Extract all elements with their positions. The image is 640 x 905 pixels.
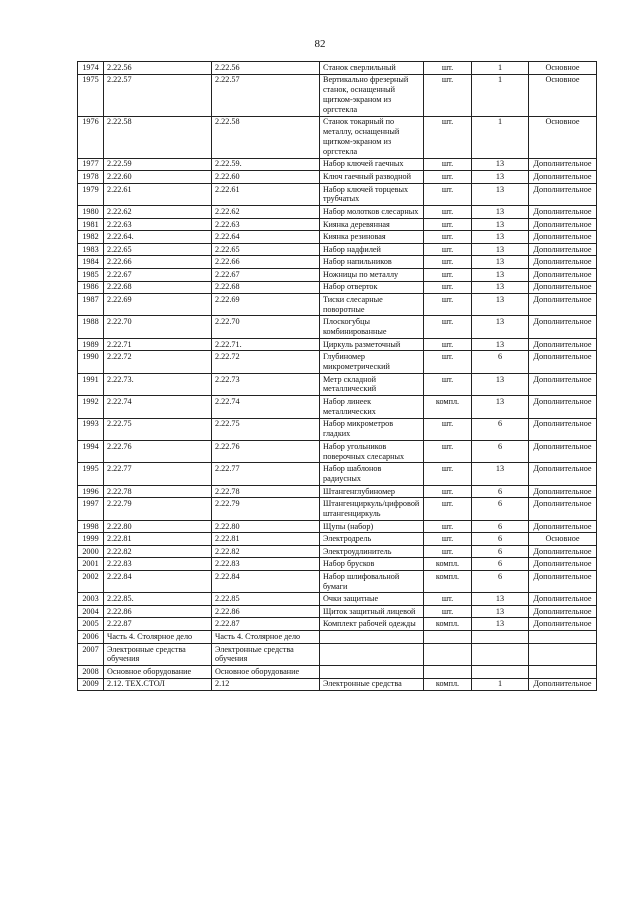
cell-quantity: 13 xyxy=(472,463,529,485)
cell-row-number: 1993 xyxy=(78,418,104,440)
cell-item-code: 2.22.79 xyxy=(104,498,212,520)
cell-quantity: 6 xyxy=(472,498,529,520)
cell-row-number: 2005 xyxy=(78,618,104,631)
cell-item-code: 2.22.77 xyxy=(104,463,212,485)
cell-item-code: 2.22.83 xyxy=(104,558,212,571)
cell-unit: компл. xyxy=(424,570,472,592)
cell-unit: шт. xyxy=(424,218,472,231)
table-row xyxy=(78,545,597,558)
cell-equipment-type: Дополнительное xyxy=(529,158,597,171)
cell-item-name: Набор брусков xyxy=(320,558,424,571)
cell-row-number: 1977 xyxy=(78,158,104,171)
table-row xyxy=(78,231,597,244)
cell-equipment-type: Дополнительное xyxy=(529,485,597,498)
equipment-table xyxy=(77,61,597,691)
cell-row-number: 2003 xyxy=(78,593,104,606)
cell-equipment-type: Основное xyxy=(529,116,597,158)
table-row xyxy=(78,533,597,546)
cell-item-code: 2.22.74 xyxy=(104,396,212,418)
cell-row-number: 1985 xyxy=(78,268,104,281)
cell-row-number: 1983 xyxy=(78,243,104,256)
cell-quantity: 6 xyxy=(472,418,529,440)
cell-unit: шт. xyxy=(424,351,472,373)
cell-item-code: 2.22.61 xyxy=(104,183,212,205)
cell-row-number: 1989 xyxy=(78,338,104,351)
cell-equipment-type: Дополнительное xyxy=(529,243,597,256)
cell-unit: шт. xyxy=(424,206,472,219)
cell-item-code: 2.22.57 xyxy=(104,74,212,116)
cell-item-name: Циркуль разметочный xyxy=(320,338,424,351)
cell-equipment-type: Дополнительное xyxy=(529,618,597,631)
table-row xyxy=(78,520,597,533)
table-row xyxy=(78,631,597,644)
cell-item-code: 2.22.63 xyxy=(104,218,212,231)
cell-reference-code: 2.22.73 xyxy=(212,373,320,395)
cell-item-code: 2.22.67 xyxy=(104,268,212,281)
cell-reference-code: Основное оборудование xyxy=(212,666,320,679)
cell-quantity: 13 xyxy=(472,396,529,418)
cell-item-name: Набор молотков слесарных xyxy=(320,206,424,219)
table-row xyxy=(78,256,597,269)
cell-equipment-type: Дополнительное xyxy=(529,418,597,440)
cell-reference-code: 2.22.60 xyxy=(212,171,320,184)
cell-equipment-type: Дополнительное xyxy=(529,570,597,592)
cell-item-name: Набор отверток xyxy=(320,281,424,294)
table-row xyxy=(78,351,597,373)
cell-quantity: 1 xyxy=(472,116,529,158)
table-row xyxy=(78,338,597,351)
cell-row-number: 2002 xyxy=(78,570,104,592)
table-row xyxy=(78,440,597,462)
cell-quantity: 13 xyxy=(472,316,529,338)
cell-item-name: Киянка резиновая xyxy=(320,231,424,244)
cell-quantity: 6 xyxy=(472,570,529,592)
cell-row-number: 2001 xyxy=(78,558,104,571)
cell-item-name: Набор шлифовальной бумаги xyxy=(320,570,424,592)
cell-quantity: 13 xyxy=(472,218,529,231)
cell-row-number: 1994 xyxy=(78,440,104,462)
cell-row-number: 1982 xyxy=(78,231,104,244)
cell-row-number: 1987 xyxy=(78,294,104,316)
cell-reference-code: 2.22.65 xyxy=(212,243,320,256)
cell-reference-code: 2.22.78 xyxy=(212,485,320,498)
cell-quantity: 13 xyxy=(472,268,529,281)
cell-equipment-type: Дополнительное xyxy=(529,351,597,373)
cell-equipment-type xyxy=(529,631,597,644)
cell-equipment-type xyxy=(529,666,597,679)
cell-reference-code: 2.22.86 xyxy=(212,605,320,618)
cell-unit: шт. xyxy=(424,533,472,546)
cell-unit: шт. xyxy=(424,373,472,395)
cell-unit: шт. xyxy=(424,338,472,351)
cell-item-code: 2.22.70 xyxy=(104,316,212,338)
cell-equipment-type: Дополнительное xyxy=(529,558,597,571)
table-row xyxy=(78,316,597,338)
cell-row-number: 2004 xyxy=(78,605,104,618)
cell-unit: шт. xyxy=(424,463,472,485)
cell-item-name: Набор ключей гаечных xyxy=(320,158,424,171)
cell-unit: шт. xyxy=(424,281,472,294)
cell-item-name xyxy=(320,643,424,665)
cell-row-number: 2009 xyxy=(78,678,104,691)
cell-item-code: 2.12. ТЕХ.СТОЛ xyxy=(104,678,212,691)
cell-unit xyxy=(424,643,472,665)
table-row xyxy=(78,643,597,665)
table-row xyxy=(78,183,597,205)
cell-reference-code: 2.22.76 xyxy=(212,440,320,462)
cell-reference-code: 2.22.64 xyxy=(212,231,320,244)
cell-row-number: 1979 xyxy=(78,183,104,205)
cell-row-number: 1991 xyxy=(78,373,104,395)
cell-item-name: Набор напильников xyxy=(320,256,424,269)
cell-equipment-type: Дополнительное xyxy=(529,206,597,219)
cell-item-code: 2.22.82 xyxy=(104,545,212,558)
cell-quantity: 13 xyxy=(472,294,529,316)
cell-item-code: 2.22.60 xyxy=(104,171,212,184)
cell-quantity: 13 xyxy=(472,206,529,219)
cell-reference-code: 2.22.68 xyxy=(212,281,320,294)
cell-reference-code: 2.22.70 xyxy=(212,316,320,338)
cell-unit: шт. xyxy=(424,545,472,558)
cell-item-name: Станок токарный по металлу, оснащенный щитком-экраном из оргстекла xyxy=(320,116,424,158)
cell-equipment-type: Дополнительное xyxy=(529,338,597,351)
cell-reference-code: 2.22.69 xyxy=(212,294,320,316)
cell-quantity: 13 xyxy=(472,183,529,205)
cell-item-name: Очки защитные xyxy=(320,593,424,606)
cell-item-code: 2.22.75 xyxy=(104,418,212,440)
cell-row-number: 1975 xyxy=(78,74,104,116)
page-number: 82 xyxy=(314,38,326,50)
cell-item-name: Набор микрометров гладких xyxy=(320,418,424,440)
cell-quantity: 13 xyxy=(472,171,529,184)
cell-reference-code: 2.22.71. xyxy=(212,338,320,351)
cell-item-code: 2.22.78 xyxy=(104,485,212,498)
cell-quantity: 1 xyxy=(472,62,529,75)
cell-unit: шт. xyxy=(424,418,472,440)
cell-quantity xyxy=(472,643,529,665)
table-row xyxy=(78,593,597,606)
cell-unit: шт. xyxy=(424,231,472,244)
cell-item-code: 2.22.64. xyxy=(104,231,212,244)
cell-reference-code: 2.22.82 xyxy=(212,545,320,558)
cell-quantity xyxy=(472,631,529,644)
cell-unit: шт. xyxy=(424,171,472,184)
cell-reference-code: 2.22.67 xyxy=(212,268,320,281)
cell-row-number: 1981 xyxy=(78,218,104,231)
table-row xyxy=(78,558,597,571)
cell-item-name: Плоскогубцы комбинированные xyxy=(320,316,424,338)
cell-item-code: 2.22.66 xyxy=(104,256,212,269)
cell-equipment-type: Дополнительное xyxy=(529,605,597,618)
cell-row-number: 2000 xyxy=(78,545,104,558)
cell-item-name: Электродрель xyxy=(320,533,424,546)
cell-quantity: 6 xyxy=(472,485,529,498)
cell-item-name: Станок сверлильный xyxy=(320,62,424,75)
cell-reference-code: 2.22.80 xyxy=(212,520,320,533)
cell-unit: шт. xyxy=(424,256,472,269)
table-row xyxy=(78,206,597,219)
table-row xyxy=(78,158,597,171)
cell-row-number: 1998 xyxy=(78,520,104,533)
cell-item-code: 2.22.81 xyxy=(104,533,212,546)
cell-item-name: Штангенглубиномер xyxy=(320,485,424,498)
cell-reference-code: 2.22.79 xyxy=(212,498,320,520)
cell-row-number: 1990 xyxy=(78,351,104,373)
cell-quantity: 6 xyxy=(472,558,529,571)
table-row xyxy=(78,463,597,485)
cell-reference-code: 2.22.63 xyxy=(212,218,320,231)
cell-item-name: Киянка деревянная xyxy=(320,218,424,231)
cell-item-code: 2.22.80 xyxy=(104,520,212,533)
cell-reference-code: 2.22.57 xyxy=(212,74,320,116)
cell-item-name: Ножницы по металлу xyxy=(320,268,424,281)
table-row xyxy=(78,171,597,184)
cell-unit: шт. xyxy=(424,158,472,171)
cell-item-code: 2.22.58 xyxy=(104,116,212,158)
cell-reference-code: 2.22.83 xyxy=(212,558,320,571)
cell-item-code: 2.22.87 xyxy=(104,618,212,631)
cell-equipment-type: Дополнительное xyxy=(529,678,597,691)
cell-item-name: Комплект рабочей одежды xyxy=(320,618,424,631)
cell-item-name: Глубиномер микрометрический xyxy=(320,351,424,373)
cell-unit: шт. xyxy=(424,520,472,533)
cell-equipment-type: Дополнительное xyxy=(529,440,597,462)
cell-item-name: Набор линеек металлических xyxy=(320,396,424,418)
table-row xyxy=(78,498,597,520)
cell-reference-code: 2.22.77 xyxy=(212,463,320,485)
cell-row-number: 1995 xyxy=(78,463,104,485)
cell-item-code: 2.22.72 xyxy=(104,351,212,373)
cell-row-number: 1974 xyxy=(78,62,104,75)
cell-item-code: Часть 4. Столярное дело xyxy=(104,631,212,644)
cell-quantity: 6 xyxy=(472,545,529,558)
table-row xyxy=(78,373,597,395)
cell-quantity: 13 xyxy=(472,593,529,606)
cell-equipment-type: Дополнительное xyxy=(529,593,597,606)
cell-reference-code: Электронные средства обучения xyxy=(212,643,320,665)
cell-item-name: Ключ гаечный разводной xyxy=(320,171,424,184)
cell-row-number: 1999 xyxy=(78,533,104,546)
cell-quantity: 13 xyxy=(472,281,529,294)
cell-quantity: 13 xyxy=(472,618,529,631)
cell-item-name: Вертикально фрезерный станок, оснащенный щитком-экраном из оргстекла xyxy=(320,74,424,116)
cell-equipment-type: Дополнительное xyxy=(529,373,597,395)
cell-unit xyxy=(424,631,472,644)
cell-item-code: Основное оборудование xyxy=(104,666,212,679)
cell-reference-code: 2.22.74 xyxy=(212,396,320,418)
cell-reference-code: 2.22.56 xyxy=(212,62,320,75)
table-row xyxy=(78,678,597,691)
cell-row-number: 1978 xyxy=(78,171,104,184)
cell-item-name: Набор угольников поверочных слесарных xyxy=(320,440,424,462)
cell-equipment-type xyxy=(529,643,597,665)
table-row xyxy=(78,605,597,618)
table-row xyxy=(78,294,597,316)
cell-reference-code: 2.22.72 xyxy=(212,351,320,373)
cell-reference-code: Часть 4. Столярное дело xyxy=(212,631,320,644)
cell-quantity: 13 xyxy=(472,605,529,618)
cell-equipment-type: Дополнительное xyxy=(529,231,597,244)
cell-item-code: 2.22.85. xyxy=(104,593,212,606)
cell-reference-code: 2.22.81 xyxy=(212,533,320,546)
cell-row-number: 2007 xyxy=(78,643,104,665)
cell-unit: компл. xyxy=(424,396,472,418)
cell-reference-code: 2.22.58 xyxy=(212,116,320,158)
cell-reference-code: 2.22.87 xyxy=(212,618,320,631)
cell-equipment-type: Дополнительное xyxy=(529,520,597,533)
cell-item-name: Метр складной металлический xyxy=(320,373,424,395)
cell-equipment-type: Основное xyxy=(529,533,597,546)
cell-unit: шт. xyxy=(424,440,472,462)
cell-item-code: 2.22.59 xyxy=(104,158,212,171)
cell-item-name: Набор ключей торцевых трубчатых xyxy=(320,183,424,205)
table-row xyxy=(78,570,597,592)
cell-quantity xyxy=(472,666,529,679)
cell-equipment-type: Дополнительное xyxy=(529,171,597,184)
cell-equipment-type: Дополнительное xyxy=(529,218,597,231)
cell-item-code: 2.22.68 xyxy=(104,281,212,294)
cell-item-name xyxy=(320,631,424,644)
cell-row-number: 1984 xyxy=(78,256,104,269)
cell-equipment-type: Дополнительное xyxy=(529,183,597,205)
table-body xyxy=(78,62,597,691)
table-row xyxy=(78,281,597,294)
cell-unit: шт. xyxy=(424,268,472,281)
cell-quantity: 6 xyxy=(472,351,529,373)
table-row xyxy=(78,62,597,75)
cell-row-number: 1976 xyxy=(78,116,104,158)
table-row xyxy=(78,618,597,631)
cell-equipment-type: Дополнительное xyxy=(529,545,597,558)
cell-equipment-type: Дополнительное xyxy=(529,316,597,338)
cell-item-code: 2.22.84 xyxy=(104,570,212,592)
cell-quantity: 13 xyxy=(472,256,529,269)
cell-item-name: Электронные средства xyxy=(320,678,424,691)
cell-reference-code: 2.22.59. xyxy=(212,158,320,171)
cell-reference-code: 2.22.84 xyxy=(212,570,320,592)
cell-equipment-type: Основное xyxy=(529,62,597,75)
cell-reference-code: 2.22.85 xyxy=(212,593,320,606)
cell-unit xyxy=(424,666,472,679)
table-row xyxy=(78,485,597,498)
cell-reference-code: 2.22.62 xyxy=(212,206,320,219)
cell-quantity: 13 xyxy=(472,158,529,171)
cell-quantity: 6 xyxy=(472,440,529,462)
cell-unit: компл. xyxy=(424,678,472,691)
cell-quantity: 6 xyxy=(472,520,529,533)
cell-equipment-type: Дополнительное xyxy=(529,463,597,485)
cell-unit: шт. xyxy=(424,243,472,256)
cell-item-code: 2.22.56 xyxy=(104,62,212,75)
cell-item-name xyxy=(320,666,424,679)
cell-row-number: 1996 xyxy=(78,485,104,498)
cell-unit: шт. xyxy=(424,605,472,618)
cell-item-name: Набор шаблонов радиусных xyxy=(320,463,424,485)
table-row xyxy=(78,74,597,116)
cell-unit: шт. xyxy=(424,593,472,606)
cell-quantity: 1 xyxy=(472,74,529,116)
cell-reference-code: 2.22.75 xyxy=(212,418,320,440)
cell-unit: шт. xyxy=(424,316,472,338)
cell-unit: компл. xyxy=(424,618,472,631)
cell-row-number: 2008 xyxy=(78,666,104,679)
cell-unit: шт. xyxy=(424,498,472,520)
cell-equipment-type: Дополнительное xyxy=(529,396,597,418)
cell-item-code: 2.22.69 xyxy=(104,294,212,316)
cell-equipment-type: Дополнительное xyxy=(529,268,597,281)
cell-unit: шт. xyxy=(424,116,472,158)
cell-row-number: 1986 xyxy=(78,281,104,294)
cell-row-number: 1992 xyxy=(78,396,104,418)
cell-row-number: 2006 xyxy=(78,631,104,644)
cell-item-name: Штангенциркуль/цифровой штангенциркуль xyxy=(320,498,424,520)
cell-item-code: 2.22.65 xyxy=(104,243,212,256)
cell-item-code: 2.22.62 xyxy=(104,206,212,219)
cell-quantity: 1 xyxy=(472,678,529,691)
table-row xyxy=(78,243,597,256)
cell-equipment-type: Дополнительное xyxy=(529,281,597,294)
cell-reference-code: 2.22.66 xyxy=(212,256,320,269)
cell-quantity: 13 xyxy=(472,338,529,351)
cell-item-code: Электронные средства обучения xyxy=(104,643,212,665)
table-row xyxy=(78,218,597,231)
cell-unit: компл. xyxy=(424,558,472,571)
cell-item-name: Щупы (набор) xyxy=(320,520,424,533)
cell-unit: шт. xyxy=(424,485,472,498)
cell-item-name: Набор надфилей xyxy=(320,243,424,256)
cell-item-code: 2.22.76 xyxy=(104,440,212,462)
table-row xyxy=(78,268,597,281)
cell-reference-code: 2.22.61 xyxy=(212,183,320,205)
cell-quantity: 13 xyxy=(472,243,529,256)
cell-item-name: Щиток защитный лицевой xyxy=(320,605,424,618)
cell-item-code: 2.22.86 xyxy=(104,605,212,618)
cell-row-number: 1980 xyxy=(78,206,104,219)
cell-equipment-type: Основное xyxy=(529,74,597,116)
cell-equipment-type: Дополнительное xyxy=(529,256,597,269)
cell-reference-code: 2.12 xyxy=(212,678,320,691)
cell-unit: шт. xyxy=(424,183,472,205)
table-row xyxy=(78,116,597,158)
cell-unit: шт. xyxy=(424,294,472,316)
cell-quantity: 6 xyxy=(472,533,529,546)
table-row xyxy=(78,666,597,679)
cell-unit: шт. xyxy=(424,62,472,75)
cell-item-code: 2.22.73. xyxy=(104,373,212,395)
table-row xyxy=(78,396,597,418)
cell-equipment-type: Дополнительное xyxy=(529,498,597,520)
cell-row-number: 1988 xyxy=(78,316,104,338)
cell-quantity: 13 xyxy=(472,373,529,395)
cell-item-name: Электроудлинитель xyxy=(320,545,424,558)
table-row xyxy=(78,418,597,440)
cell-row-number: 1997 xyxy=(78,498,104,520)
cell-unit: шт. xyxy=(424,74,472,116)
cell-item-name: Тиски слесарные поворотные xyxy=(320,294,424,316)
cell-quantity: 13 xyxy=(472,231,529,244)
cell-equipment-type: Дополнительное xyxy=(529,294,597,316)
cell-item-code: 2.22.71 xyxy=(104,338,212,351)
